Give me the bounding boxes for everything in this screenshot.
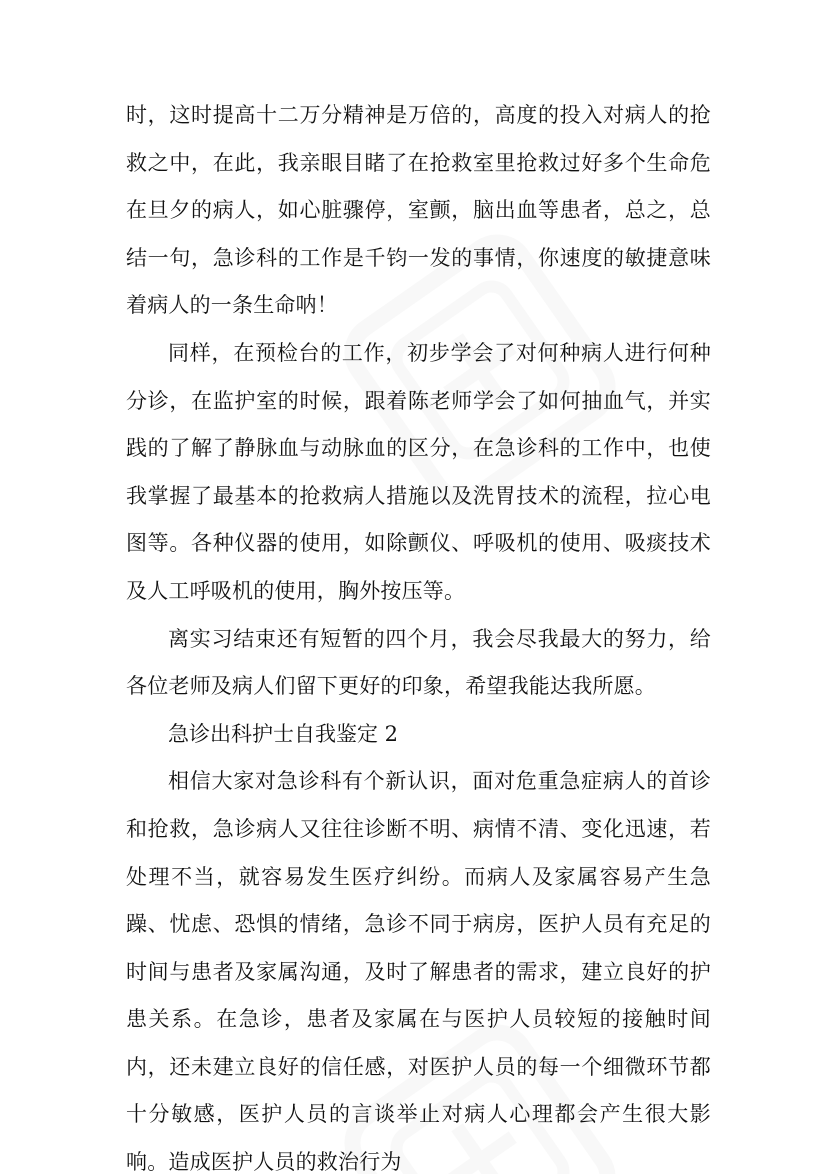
document-body [126,92,711,1174]
paragraph-3: 离实习结束还有短暂的四个月，我会尽我最大的努力，给各位老师及病人们留下更好的印象，希望我能达我所愿。 [126,626,711,699]
paragraph-1: 时，这时提高十二万分精神是万倍的，高度的投入对病人的抢救之中，在此，我亲眼目睹了在抢救室里抢救过好多个生命危在旦夕的病人，如心脏骤停，室颤，脑出血等患者，总之，总结一句，急诊科的工作是千钧一发的事情，你速度的敏捷意味着病人的一条生命呐！ [126,103,711,318]
paragraph-2: 同样，在预检台的工作，初步学会了对何种病人进行何种分诊，在监护室的时候，跟着陈老师学会了如何抽血气，并实践的了解了静脉血与动脉血的区分，在急诊科的工作中，也使我掌握了最基本的抢救病人措施以及洗胃技术的流程，拉心电图等。各种仪器的使用，如除颤仪、呼吸机的使用、吸痰技术及人工呼吸机的使用，胸外按压等。 [126,340,711,603]
section-heading: 急诊出科护士自我鉴定 2 [168,721,399,746]
section-paragraph: 相信大家对急诊科有个新认识，面对危重急症病人的首诊和抢救，急诊病人又往往诊断不明、病情不清、变化迅速，若处理不当，就容易发生医疗纠纷。而病人及家属容易产生急躁、忧虑、恐惧的情绪，急诊不同于病房，医护人员有充足的时间与患者及家属沟通，及时了解患者的需求，建立良好的护患关系。在急诊，患者及家属在与医护人员较短的接触时间内，还未建立良好的信任感，对医护人员的每一个细微环节都十分敏感，医护人员的言谈举止对病人心理都会产生很大影响。造成医护人员的救治行为 [126,769,711,1174]
